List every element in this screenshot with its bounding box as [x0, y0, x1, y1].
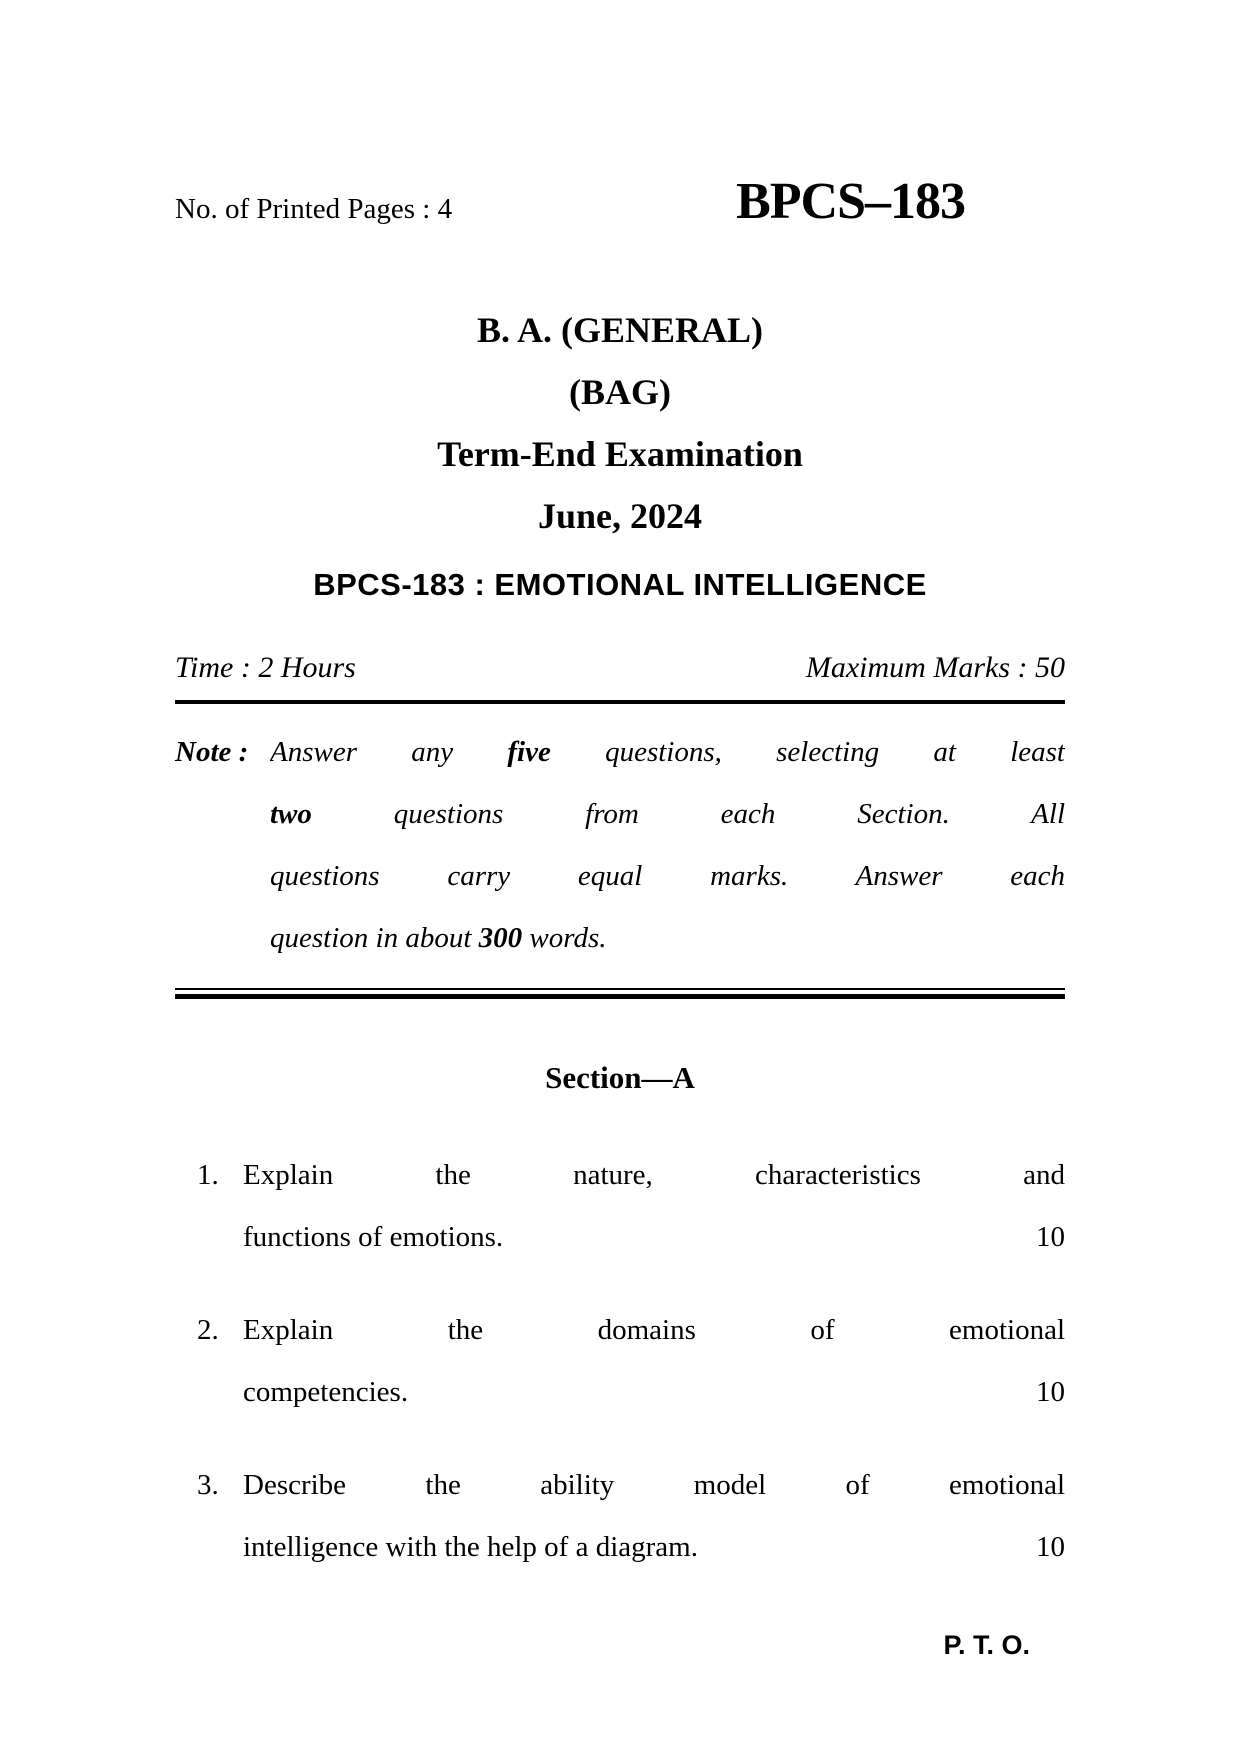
- page-header: [175, 173, 1065, 230]
- note-line: [270, 845, 1065, 907]
- question-text: Explain the domains of emotional: [243, 1314, 1065, 1346]
- question-3-line-2: [243, 1516, 1065, 1578]
- note-label: Note :: [175, 736, 249, 768]
- note-text: questions carry equal marks. Answer each: [270, 860, 1065, 892]
- divider-thin-line: [175, 988, 1065, 990]
- question-1-line-2: [243, 1206, 1065, 1268]
- note-text: words.: [522, 922, 607, 954]
- exam-session: June, 2024: [537, 496, 703, 536]
- divider-thick-line: [175, 994, 1065, 999]
- note-text: questions from each Section. All: [311, 798, 1065, 830]
- note-bold-text: five: [507, 736, 551, 768]
- section-a-heading: Section—A: [545, 1060, 695, 1095]
- title-block: [175, 299, 1065, 547]
- question-text: intelligence with the help of a diagram.: [243, 1531, 698, 1563]
- note-line: [270, 783, 1065, 845]
- pto-label: P. T. O.: [943, 1630, 1030, 1660]
- paper-code: BPCS–183: [736, 173, 965, 230]
- question-2-line-1: [243, 1299, 1065, 1361]
- note-text: Answer any: [270, 736, 508, 768]
- question-3-marks: 10: [1036, 1531, 1065, 1563]
- note-text: question in about: [270, 922, 479, 954]
- question-text: competencies.: [243, 1376, 409, 1408]
- time-allowed: Time : 2 Hours: [175, 651, 356, 684]
- question-2-marks: 10: [1036, 1376, 1065, 1408]
- note-text: questions, selecting at least: [550, 736, 1065, 768]
- question-text: Explain the nature, characteristics and: [243, 1159, 1065, 1191]
- question-3-number: 3.: [197, 1469, 219, 1501]
- note-line: [270, 907, 1065, 969]
- printed-pages-label: No. of Printed Pages : 4: [175, 193, 453, 225]
- note-bold-text: 300: [478, 922, 523, 954]
- question-3: [175, 1454, 1065, 1578]
- note-block: [175, 721, 1065, 969]
- course-title: BPCS-183 : EMOTIONAL INTELLIGENCE: [313, 567, 927, 602]
- question-2-line-2: [243, 1361, 1065, 1423]
- question-1: [175, 1144, 1065, 1268]
- question-1-line-1: [243, 1144, 1065, 1206]
- divider-rule: [175, 700, 1065, 704]
- exam-title: Term-End Examination: [437, 434, 803, 474]
- section-divider-rule: [175, 988, 1065, 999]
- question-2-number: 2.: [197, 1314, 219, 1346]
- meta-row: [175, 650, 1065, 686]
- note-line: [270, 721, 1065, 783]
- note-bold-text: two: [270, 798, 312, 830]
- degree-title: B. A. (GENERAL): [476, 310, 764, 350]
- question-1-marks: 10: [1036, 1221, 1065, 1253]
- question-2: [175, 1299, 1065, 1423]
- program-code: (BAG): [569, 372, 671, 412]
- maximum-marks: Maximum Marks : 50: [805, 651, 1065, 684]
- question-text: Describe the ability model of emotional: [243, 1469, 1065, 1501]
- question-3-line-1: [243, 1454, 1065, 1516]
- question-1-number: 1.: [197, 1159, 219, 1191]
- question-text: functions of emotions.: [243, 1221, 504, 1253]
